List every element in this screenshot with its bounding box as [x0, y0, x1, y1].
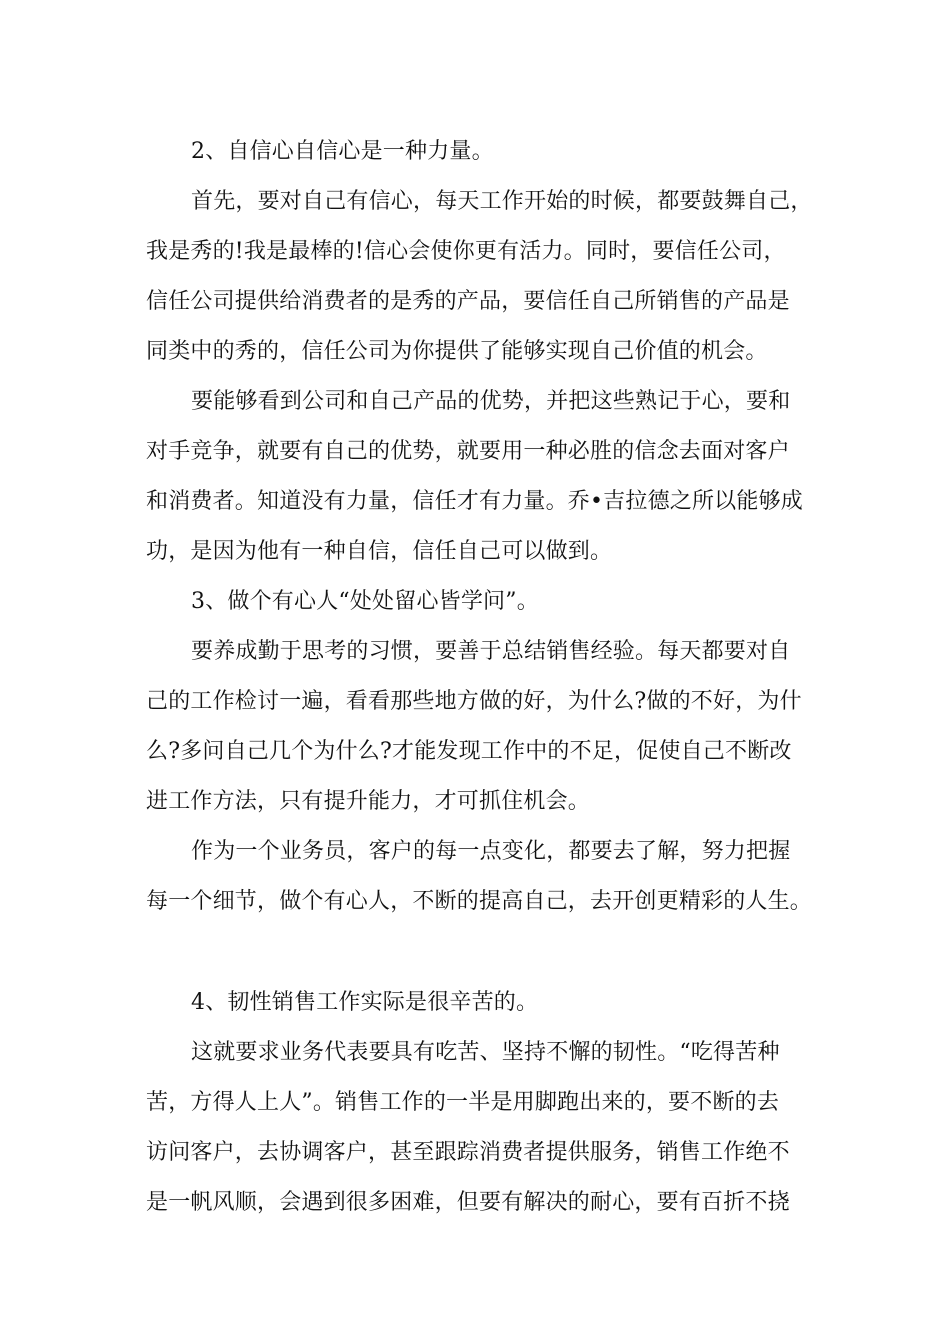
paragraph-line: 每一个细节，做个有心人，不断的提高自己，去开创更精彩的人生。: [146, 889, 813, 914]
heading-tenacity: 4、韧性销售工作实际是很辛苦的。: [191, 990, 539, 1015]
paragraph-line: 对手竞争，就要有自己的优势，就要用一种必胜的信念去面对客户: [146, 439, 790, 464]
paragraph-line: 首先，要对自己有信心，每天工作开始的时候，都要鼓舞自己，: [191, 189, 813, 214]
paragraph-line: 己的工作检讨一遍，看看那些地方做的好，为什么?做的不好，为什: [146, 689, 802, 714]
heading-attentive-person: 3、做个有心人“处处留心皆学问”。: [191, 589, 539, 614]
paragraph-line: 和消费者。知道没有力量，信任才有力量。乔•吉拉德之所以能够成: [146, 489, 803, 514]
paragraph-line: 作为一个业务员，客户的每一点变化，都要去了解，努力把握: [191, 839, 791, 864]
heading-self-confidence: 2、自信心自信心是一种力量。: [191, 139, 494, 164]
paragraph-line: 信任公司提供给消费者的是秀的产品，要信任自己所销售的产品是: [146, 289, 790, 314]
paragraph-line: 要养成勤于思考的习惯，要善于总结销售经验。每天都要对自: [191, 639, 791, 664]
paragraph-line: 苦，方得人上人”。销售工作的一半是用脚跑出来的，要不断的去: [146, 1090, 780, 1115]
paragraph-line: 这就要求业务代表要具有吃苦、坚持不懈的韧性。“吃得苦种: [191, 1040, 780, 1065]
paragraph-line: 是一帆风顺，会遇到很多困难，但要有解决的耐心，要有百折不挠: [146, 1190, 790, 1215]
paragraph-line: 访问客户，去协调客户，甚至跟踪消费者提供服务，销售工作绝不: [146, 1140, 790, 1165]
paragraph-line: 功，是因为他有一种自信，信任自己可以做到。: [146, 539, 613, 564]
paragraph-line: 同类中的秀的，信任公司为你提供了能够实现自己价值的机会。: [146, 339, 768, 364]
paragraph-line: 进工作方法，只有提升能力，才可抓住机会。: [146, 789, 591, 814]
paragraph-line: 要能够看到公司和自己产品的优势，并把这些熟记于心，要和: [191, 389, 791, 414]
paragraph-line: 我是秀的!我是最棒的!信心会使你更有活力。同时，要信任公司，: [146, 239, 786, 264]
paragraph-line: 么?多问自己几个为什么?才能发现工作中的不足，促使自己不断改: [146, 739, 792, 764]
